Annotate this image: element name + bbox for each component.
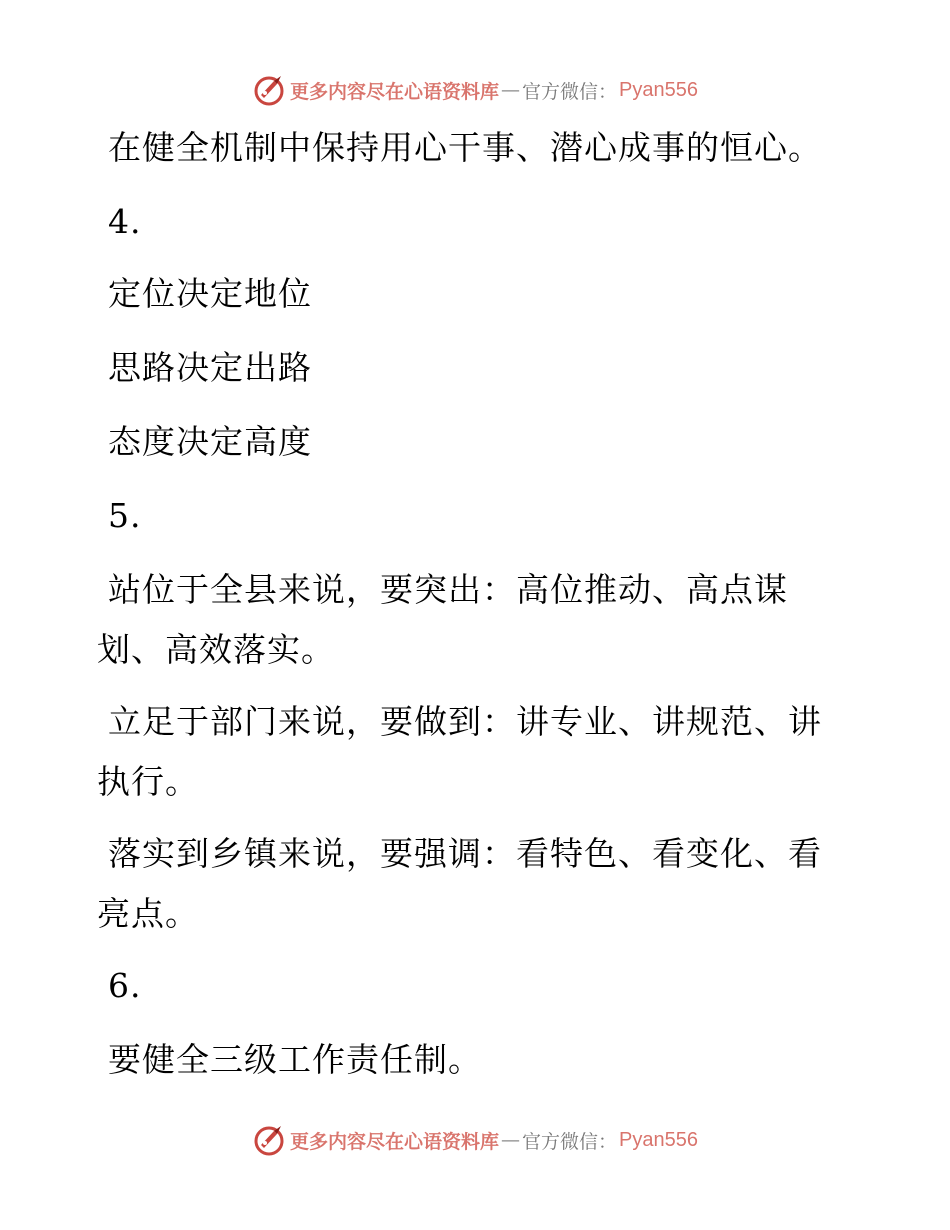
list-item: 定位决定地位 <box>108 274 312 313</box>
watermark-official-label: 官方微信： <box>522 1130 618 1153</box>
paragraph-line: 亮点。 <box>97 894 199 933</box>
watermark-dash: — <box>501 1129 521 1151</box>
watermark-wechat-id: Pyan556 <box>619 1128 698 1151</box>
section-number-5: 5. <box>108 496 142 535</box>
watermark-brand-text: 更多内容尽在心语资料库 <box>290 1130 500 1153</box>
paragraph-line: 立足于部门来说，要做到：讲专业、讲规范、讲 <box>108 702 822 741</box>
paragraph-line: 执行。 <box>97 762 199 801</box>
paragraph-line: 划、高效落实。 <box>97 630 335 669</box>
paragraph-line: 在健全机制中保持用心干事、潜心成事的恒心。 <box>108 128 822 167</box>
list-item: 思路决定出路 <box>108 348 312 387</box>
paragraph-line: 站位于全县来说，要突出：高位推动、高点谋 <box>108 570 788 609</box>
section-number-4: 4. <box>108 202 142 241</box>
quill-seal-icon <box>252 73 286 107</box>
footer-watermark <box>0 1120 950 1160</box>
header-watermark <box>0 70 950 110</box>
watermark-official-label: 官方微信： <box>522 80 618 103</box>
paragraph-line: 要健全三级工作责任制。 <box>108 1040 482 1079</box>
section-number-6: 6. <box>108 966 142 1005</box>
quill-seal-icon <box>252 1123 286 1157</box>
watermark-dash: — <box>501 79 521 101</box>
list-item: 态度决定高度 <box>108 422 312 461</box>
watermark-wechat-id: Pyan556 <box>619 78 698 101</box>
paragraph-line: 落实到乡镇来说，要强调：看特色、看变化、看 <box>108 834 822 873</box>
watermark-brand-text: 更多内容尽在心语资料库 <box>290 80 500 103</box>
